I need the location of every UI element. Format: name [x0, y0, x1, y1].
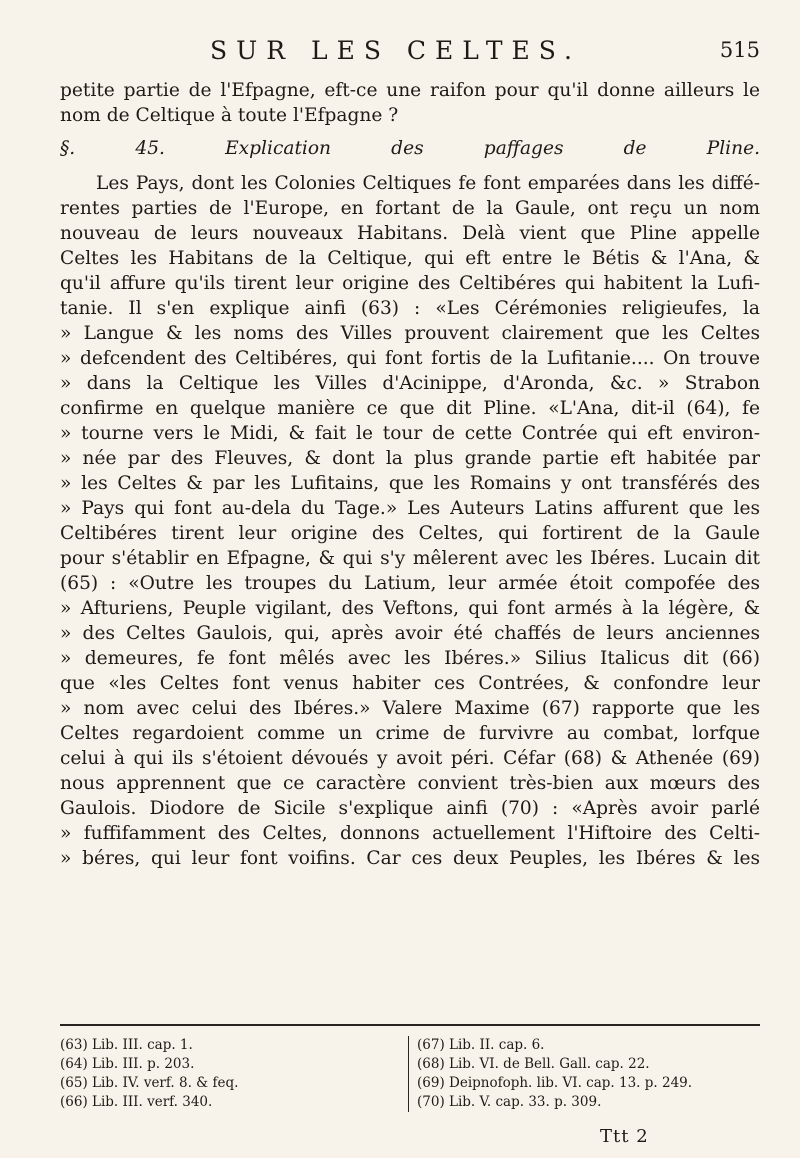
page-number: 515 — [719, 38, 760, 62]
text-line: confirme en quelque manière ce que dit Pline. «L'Ana, dit-il (64), fe — [60, 398, 760, 419]
footnote-rule — [60, 1024, 760, 1026]
text-line: Les Pays, dont les Colonies Celtiques fe font emparées dans les diffé- — [96, 173, 760, 194]
paragraph — [60, 171, 760, 871]
text-line: » defcendent des Celtibéres, qui font fortis de la Lufitanie.... On trouve — [60, 348, 760, 369]
footnote-column-right — [408, 1036, 769, 1112]
text-line: » Pays qui font au-dela du Tage.» Les Auteurs Latins affurent que les — [60, 498, 760, 519]
text-line: » béres, qui leur font voifins. Car ces deux Peuples, les Ibéres & les — [60, 848, 760, 869]
text-line: petite partie de l'Efpagne, eft-ce une raifon pour qu'il donne ailleurs le — [60, 80, 760, 101]
text-line: Celtes regardoient comme un crime de furvivre au combat, lorfque — [60, 723, 760, 744]
text-line: nous apprennent que ce caractère convient très-bien aux mœurs des — [60, 773, 760, 794]
footnote: (69) Deipnofoph. lib. VI. cap. 13. p. 249. — [417, 1075, 693, 1091]
text-line: Gaulois. Diodore de Sicile s'explique ainfi (70) : «Après avoir parlé — [60, 798, 760, 819]
text-line: (65) : «Outre les troupes du Latium, leur armée étoit compofée des — [60, 573, 760, 594]
footnote: (63) Lib. III. cap. 1. — [60, 1037, 193, 1053]
text-line: que «les Celtes font venus habiter ces Contrées, & confondre leur — [60, 673, 760, 694]
text-line: » nom avec celui des Ibéres.» Valere Maxime (67) rapporte que les — [60, 698, 760, 719]
text-line: pour s'établir en Efpagne, & qui s'y mêlerent avec les Ibéres. Lucain dit — [60, 548, 760, 569]
signature-mark: Ttt 2 — [600, 1126, 649, 1147]
footnote-column-left — [60, 1036, 390, 1112]
text-line: » née par des Fleuves, & dont la plus grande partie eft habitée par — [60, 448, 760, 469]
text-line: » les Celtes & par les Lufitains, que les Romains y ont transférés des — [60, 473, 760, 494]
text-line: » des Celtes Gaulois, qui, après avoir été chaffés de leurs anciennes — [60, 623, 760, 644]
footnote: (68) Lib. VI. de Bell. Gall. cap. 22. — [417, 1056, 650, 1072]
text-line: Celtibéres tirent leur origine des Celtes, qui fortirent de la Gaule — [60, 523, 760, 544]
text-line: » fuffifamment des Celtes, donnons actuellement l'Hiftoire des Celti- — [60, 823, 760, 844]
text-line: rentes parties de l'Europe, en fortant de la Gaule, ont reçu un nom — [60, 198, 760, 219]
footnote: (65) Lib. IV. verf. 8. & feq. — [60, 1075, 239, 1091]
footnote: (64) Lib. III. p. 203. — [60, 1056, 195, 1072]
text-line: » dans la Celtique les Villes d'Acinippe, d'Aronda, &c. » Strabon — [60, 373, 760, 394]
text-line: nom de Celtique à toute l'Efpagne ? — [60, 105, 399, 126]
text-line: » demeures, fe font mêlés avec les Ibéres.» Silius Italicus dit (66) — [60, 648, 760, 669]
text-line: Celtes les Habitans de la Celtique, qui eft entre le Bétis & l'Ana, & — [60, 248, 760, 269]
body-text — [60, 78, 760, 871]
footnote: (67) Lib. II. cap. 6. — [417, 1037, 545, 1053]
text-line: nouveau de leurs nouveaux Habitans. Delà vient que Pline appelle — [60, 223, 760, 244]
text-line: tanie. Il s'en explique ainfi (63) : «Les Cérémonies religieufes, la — [60, 298, 760, 319]
text-line: celui à qui ils s'étoient dévoués y avoit péri. Céfar (68) & Athenée (69) — [60, 748, 760, 769]
text-line: qu'il affure qu'ils tirent leur origine des Celtibéres qui habitent la Lufi- — [60, 273, 760, 294]
running-title: SUR LES CELTES. — [210, 36, 581, 65]
section-heading: §. 45. Explication des paffages de Pline. — [60, 138, 760, 159]
running-head — [60, 36, 760, 66]
footnote: (66) Lib. III. verf. 340. — [60, 1094, 213, 1110]
text-line: » tourne vers le Midi, & fait le tour de cette Contrée qui eft environ- — [60, 423, 760, 444]
text-line: » Afturiens, Peuple vigilant, des Veftons, qui font armés à la légère, & — [60, 598, 760, 619]
text-line: » Langue & les noms des Villes prouvent clairement que les Celtes — [60, 323, 760, 344]
footnote: (70) Lib. V. cap. 33. p. 309. — [417, 1094, 602, 1110]
